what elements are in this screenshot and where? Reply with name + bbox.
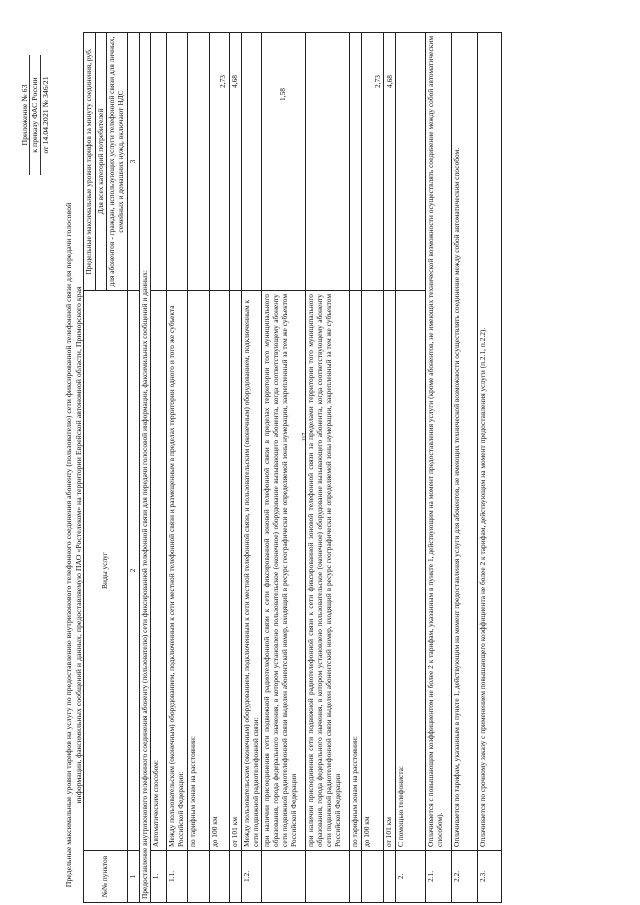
- row-value: [187, 33, 209, 291]
- row-num: 2.2.: [452, 851, 478, 903]
- row-text: Оплачивается с повышающим коэффициентом не более 2 к тарифам, указанным в пункте 1, действующим на момент предоставления услуги (кроме абонентов, не имеющих технической возможности осуществлять соединение между собой автоматическим способом).: [426, 33, 452, 851]
- row-text: Оплачивается по срочному заказу с применением повышающего коэффициента не более 2 к тарифам, действующим на момент предоставления услуги (п.2.1, п.2.2).: [478, 33, 502, 851]
- table-row: [229, 33, 241, 903]
- row-num: [187, 851, 209, 903]
- appendix-block: [20, 55, 50, 175]
- table-row: [396, 33, 426, 903]
- row-num: [362, 851, 384, 903]
- row-num: 2.1.: [426, 851, 452, 903]
- column-number-row: [127, 33, 139, 903]
- row-text: Автоматическим способом:: [151, 291, 167, 851]
- row-text: Оплачивается по тарифам, указанным в пункте 1, действующим на момент предоставления услуги для абонентов, не имеющих технической возможности осуществлять соединение между собой автоматическим способом.: [452, 33, 478, 851]
- row-text: Между пользовательским (оконечным) оборудованием, подключенным к сети местной телефонной связи, и пользовательским (оконечным) оборудованием, подключенным к сети подвижной радиотелефонной связи:: [241, 291, 261, 851]
- row-num: 1.: [151, 851, 167, 903]
- row-value: [241, 33, 261, 291]
- table-row: [306, 33, 350, 903]
- row-num: 1.2.: [241, 851, 261, 903]
- appendix-order-line: к приказу ФАС России: [30, 55, 40, 175]
- table-header-row-1: [84, 33, 96, 903]
- section-title: Предоставление внутризонового телефонного соединения абоненту (пользователю) сети фиксированной телефонной связи для передачи голосовой информации, факсимильных сообщений и данных:: [139, 33, 151, 903]
- header-kind: Виды услуг: [84, 291, 128, 851]
- header-all-categories: Для всех категорий потребителей: [95, 33, 107, 291]
- row-value: [151, 33, 167, 291]
- row-num: 2.3.: [478, 851, 502, 903]
- header-tariff-group: Предельные максимальные уровни тарифов за минуту соединения, руб.: [84, 33, 96, 291]
- row-value: [396, 33, 426, 291]
- appendix-title: Приложение № 63: [20, 55, 30, 175]
- document-heading: Предельные максимальные уровни тарифов на услугу по предоставлению внутризонового телефонного соединения абоненту (пользователю) сети фиксированной телефонной связи для передачи голосовой информации, факсимильных сообщений и данных, предоставляемую ПАО «Ростелеком» на территории Еврейской автономной области, Приморского края: [64, 202, 83, 888]
- header-num: №№ пунктов: [84, 851, 128, 903]
- table-row: [384, 33, 396, 903]
- row-value: 4,68: [229, 33, 241, 291]
- row-value: [306, 33, 350, 291]
- table-row: [452, 33, 478, 903]
- table-row: [262, 33, 306, 903]
- row-text: по тарифным зонам на расстоянии:: [350, 291, 362, 851]
- row-value: [167, 33, 187, 291]
- row-num: [262, 851, 306, 903]
- appendix-date-line: от 14.04.2021 № 346/21: [40, 76, 50, 154]
- table-row: [187, 33, 209, 903]
- row-text: при наличии присоединения сети подвижной радиотелефонной связи к сети фиксированной зоновой телефонной связи в пределах территории того муниципального образования, города федерального значения, в котором установлено пользовательское (оконечное) оборудование вызывающего абонента, когда соответствующему абоненту сети подвижной радиотелефонной связи выделен абонентский номер, входящий в ресурс географически не определяемой зоны нумерации, закрепленный за тем же субъектом Российской Федерации: [262, 291, 306, 851]
- row-num: [229, 851, 241, 903]
- row-value: 1,58: [262, 33, 306, 291]
- table-row: [350, 33, 362, 903]
- table-row: [362, 33, 384, 903]
- tariff-table: [83, 32, 502, 903]
- table-row: [209, 33, 229, 903]
- document-sheet: [20, 31, 638, 903]
- table-row: [426, 33, 452, 903]
- table-row: [167, 33, 187, 903]
- row-text: Между пользовательским (оконечным) оборудованием, подключенным к сети местной телефонной связи и размещенным в пределах территории одного и того же субъекта Российской Федерации:: [167, 291, 187, 851]
- row-text: С помощью телефониста:: [396, 291, 426, 851]
- row-num: 1.1.: [167, 851, 187, 903]
- row-text: по тарифным зонам на расстоянии:: [187, 291, 209, 851]
- section-title-row: [139, 33, 151, 903]
- table-row: [151, 33, 167, 903]
- row-value: 2,73: [209, 33, 229, 291]
- row-value: [350, 33, 362, 291]
- table-row: [241, 33, 261, 903]
- row-text: до 100 км: [362, 291, 384, 851]
- column-number: 2: [127, 291, 139, 851]
- row-num: [384, 851, 396, 903]
- row-value: 4,68: [384, 33, 396, 291]
- row-text: от 101 км: [229, 291, 241, 851]
- column-number: 3: [127, 33, 139, 291]
- table-row: [478, 33, 502, 903]
- row-text: при наличии присоединения сети подвижной радиотелефонной связи к сети фиксированной зоновой телефонной связи за пределами территории того муниципального образования, города федерального значения, в котором установлено пользовательское (оконечное) оборудование вызывающего абонента, когда соответствующему абоненту сети подвижной радиотелефонной связи выделен абонентский номер, входящий в ресурс географически не определяемой зоны нумерации, закрепленный за тем же субъектом Российской Федерации: [306, 291, 350, 851]
- page-number: 117: [302, 432, 308, 442]
- row-num: 2.: [396, 851, 426, 903]
- row-text: от 101 км: [384, 291, 396, 851]
- row-num: [350, 851, 362, 903]
- column-number: 1: [127, 851, 139, 903]
- row-value: 2,73: [362, 33, 384, 291]
- row-num: [306, 851, 350, 903]
- row-text: до 100 км: [209, 291, 229, 851]
- header-citizens: для абонентов - граждан, использующих услуги телефонной связи для личных, семейных и домашних нужд, включают НДС: [107, 33, 127, 291]
- row-num: [209, 851, 229, 903]
